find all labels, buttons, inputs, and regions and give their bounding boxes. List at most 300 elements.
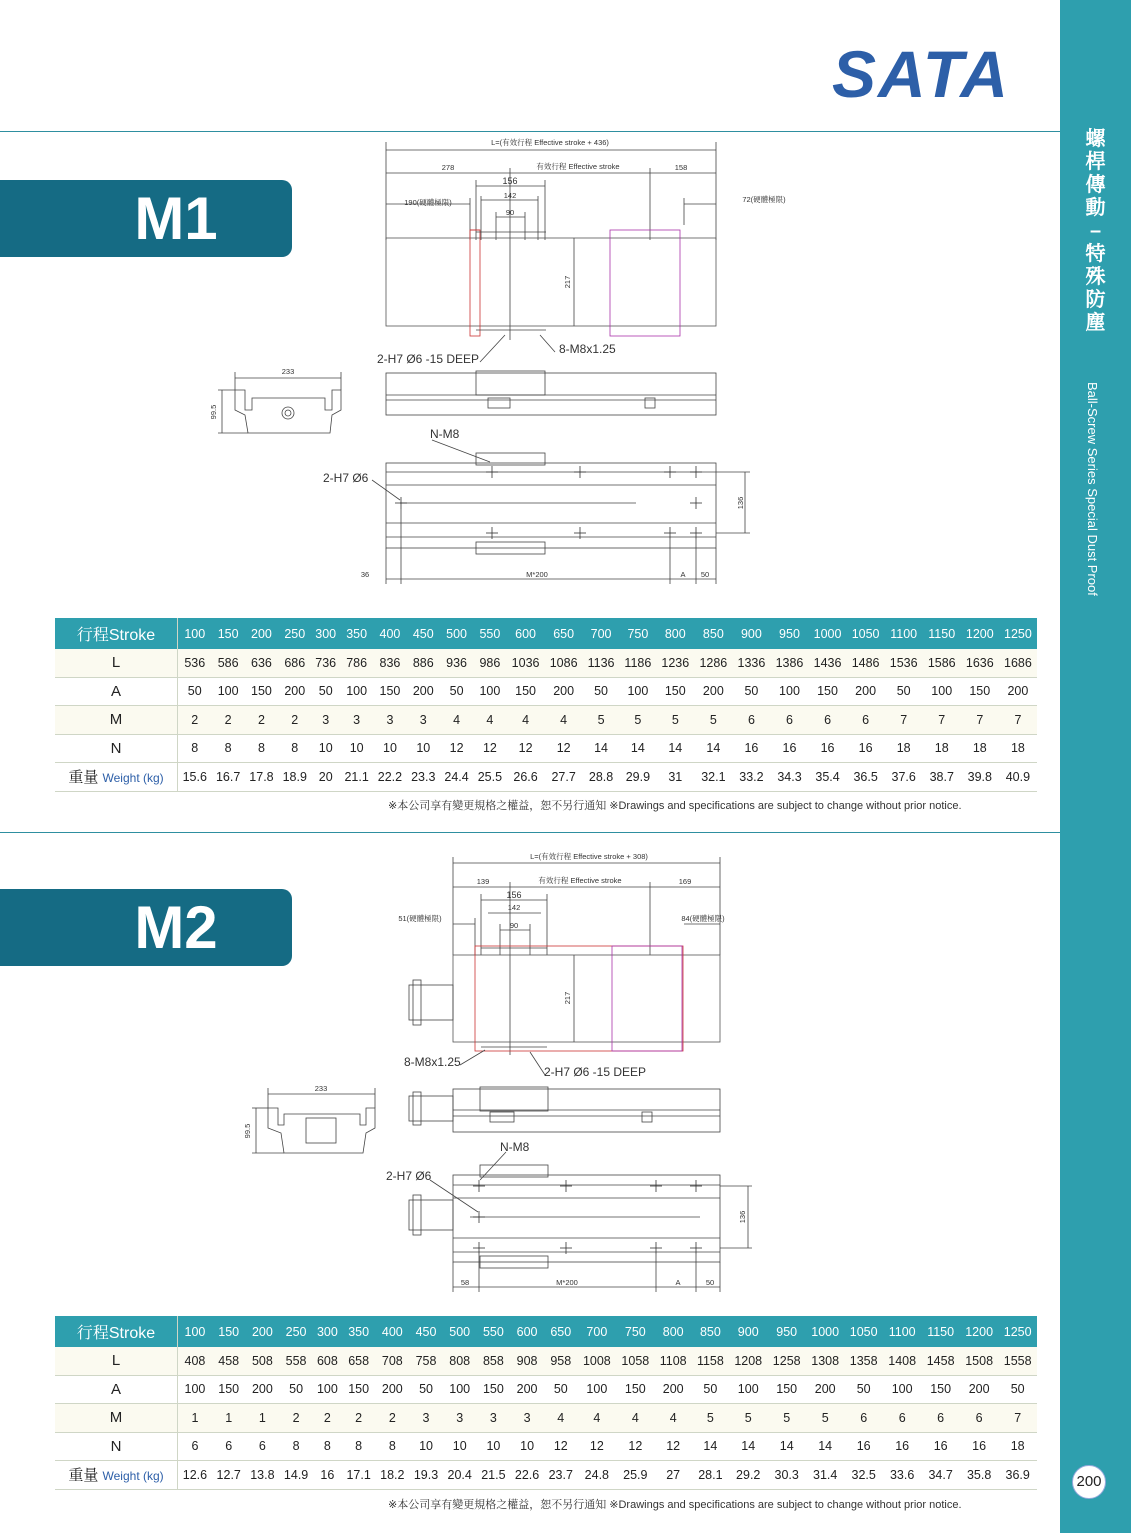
spec-cell: 200 — [246, 1375, 280, 1404]
spec-cell: 10 — [340, 734, 373, 763]
spec-cell: 200 — [847, 677, 885, 706]
spec-cell: 200 — [375, 1375, 409, 1404]
spec-cell: 6 — [809, 706, 847, 735]
spec-cell: 100 — [473, 677, 506, 706]
weight-cell: 26.6 — [507, 763, 545, 792]
weight-cell: 29.2 — [729, 1461, 767, 1490]
spec-cell: 1286 — [694, 649, 732, 677]
spec-cell: 10 — [510, 1432, 544, 1461]
spec-cell: 100 — [178, 1375, 212, 1404]
stroke-value: 1100 — [883, 1316, 921, 1347]
stroke-value: 450 — [409, 1316, 443, 1347]
stroke-value: 350 — [342, 1316, 376, 1347]
spec-cell: 608 — [313, 1347, 342, 1375]
dim-a: A — [675, 1278, 681, 1287]
weight-cell: 38.7 — [923, 763, 961, 792]
spec-row — [55, 1375, 1037, 1404]
row-label: M — [55, 1404, 178, 1433]
spec-cell: 150 — [616, 1375, 654, 1404]
spec-cell: 100 — [883, 1375, 921, 1404]
spec-cell: 50 — [732, 677, 770, 706]
label-pin-deep: 2-H7 Ø6 -15 DEEP — [544, 1065, 647, 1079]
stroke-value: 500 — [440, 618, 473, 649]
spec-cell: 1 — [178, 1404, 212, 1433]
weight-cell: 16 — [313, 1461, 342, 1490]
weight-cell: 34.3 — [770, 763, 808, 792]
sidebar-title-zh: 螺 桿 傳 動 – 特 殊 防 塵 — [1085, 128, 1106, 334]
spec-cell: 50 — [409, 1375, 443, 1404]
spec-cell: 50 — [311, 677, 340, 706]
dim-offset-right: 50 — [700, 570, 710, 579]
weight-cell: 12.7 — [212, 1461, 246, 1490]
spec-cell: 200 — [960, 1375, 998, 1404]
row-label: A — [55, 677, 178, 706]
weight-cell: 32.5 — [844, 1461, 882, 1490]
spec-cell: 1636 — [961, 649, 999, 677]
spec-cell: 6 — [246, 1432, 280, 1461]
weight-cell: 23.3 — [407, 763, 440, 792]
dim-left: 139 — [476, 877, 490, 886]
weight-cell: 36.9 — [998, 1461, 1037, 1490]
spec-cell: 10 — [311, 734, 340, 763]
spec-cell: 16 — [960, 1432, 998, 1461]
spec-row — [55, 1404, 1037, 1433]
spec-cell: 536 — [178, 649, 212, 677]
spec-cell: 50 — [998, 1375, 1037, 1404]
weight-cell: 35.8 — [960, 1461, 998, 1490]
spec-cell: 100 — [340, 677, 373, 706]
stroke-value: 300 — [313, 1316, 342, 1347]
spec-cell: 1508 — [960, 1347, 998, 1375]
stroke-value: 350 — [340, 618, 373, 649]
weight-cell: 25.5 — [473, 763, 506, 792]
label-pin: 2-H7 Ø6 — [323, 471, 369, 485]
spec-cell: 7 — [923, 706, 961, 735]
stroke-value: 200 — [246, 1316, 280, 1347]
spec-cell: 4 — [507, 706, 545, 735]
stroke-value: 650 — [545, 618, 583, 649]
spec-cell: 18 — [999, 734, 1037, 763]
spec-cell: 16 — [883, 1432, 921, 1461]
dim-height: 217 — [563, 275, 572, 289]
spec-cell: 150 — [809, 677, 847, 706]
spec-cell: 6 — [921, 1404, 959, 1433]
dim-offset-left: 58 — [460, 1278, 470, 1287]
spec-cell: 5 — [619, 706, 656, 735]
spec-cell: 100 — [313, 1375, 342, 1404]
weight-cell: 19.3 — [409, 1461, 443, 1490]
spec-cell: 4 — [578, 1404, 616, 1433]
weight-cell: 13.8 — [246, 1461, 280, 1490]
spec-cell: 200 — [999, 677, 1037, 706]
spec-cell: 200 — [407, 677, 440, 706]
model-title-m2: M2 — [0, 889, 292, 966]
spec-cell: 6 — [732, 706, 770, 735]
stroke-value: 1000 — [806, 1316, 844, 1347]
spec-cell: 858 — [477, 1347, 511, 1375]
spec-cell: 12 — [507, 734, 545, 763]
row-label: M — [55, 706, 178, 735]
spec-cell: 4 — [545, 706, 583, 735]
spec-cell: 5 — [583, 706, 620, 735]
spec-cell: 14 — [619, 734, 656, 763]
weight-cell: 36.5 — [847, 763, 885, 792]
weight-cell: 31.4 — [806, 1461, 844, 1490]
spec-cell: 1158 — [692, 1347, 729, 1375]
dim-hard-left: 51(硬體極限) — [398, 914, 442, 923]
stroke-value: 1050 — [844, 1316, 882, 1347]
dim-142: 142 — [507, 903, 521, 912]
spec-cell: 1258 — [767, 1347, 805, 1375]
spec-cell: 50 — [583, 677, 620, 706]
spec-cell: 100 — [619, 677, 656, 706]
stroke-value: 900 — [729, 1316, 767, 1347]
spec-cell: 1386 — [770, 649, 808, 677]
label-n-m8: N-M8 — [500, 1140, 530, 1154]
stroke-value: 1150 — [923, 618, 961, 649]
weight-cell: 16.7 — [212, 763, 245, 792]
spec-cell: 18 — [923, 734, 961, 763]
spec-cell: 16 — [921, 1432, 959, 1461]
stroke-value: 800 — [656, 618, 694, 649]
spec-cell: 4 — [544, 1404, 578, 1433]
dim-end-height: 99.5 — [243, 1123, 252, 1139]
weight-cell: 17.8 — [245, 763, 278, 792]
spec-cell: 2 — [375, 1404, 409, 1433]
spec-cell: 7 — [998, 1404, 1037, 1433]
weight-cell: 22.2 — [373, 763, 406, 792]
spec-cell: 2 — [212, 706, 245, 735]
spec-cell: 6 — [847, 706, 885, 735]
stroke-value: 750 — [619, 618, 656, 649]
spec-cell: 8 — [375, 1432, 409, 1461]
row-label: N — [55, 734, 178, 763]
stroke-value: 150 — [212, 1316, 246, 1347]
spec-cell: 12 — [440, 734, 473, 763]
spec-table-m1 — [55, 618, 1037, 792]
brand-logo: SATA — [832, 37, 1010, 111]
stroke-value: 100 — [178, 1316, 212, 1347]
spec-cell: 200 — [694, 677, 732, 706]
spec-cell: 5 — [767, 1404, 805, 1433]
spec-cell: 18 — [885, 734, 923, 763]
spec-cell: 150 — [245, 677, 278, 706]
row-label: L — [55, 1347, 178, 1375]
spec-cell: 1058 — [616, 1347, 654, 1375]
spec-cell: 50 — [178, 677, 212, 706]
spec-cell: 2 — [342, 1404, 376, 1433]
spec-cell: 100 — [578, 1375, 616, 1404]
spec-cell: 16 — [847, 734, 885, 763]
stroke-value: 550 — [477, 1316, 511, 1347]
stroke-value: 750 — [616, 1316, 654, 1347]
spec-cell: 5 — [694, 706, 732, 735]
stroke-value: 1200 — [961, 618, 999, 649]
spec-cell: 886 — [407, 649, 440, 677]
stroke-value: 700 — [578, 1316, 616, 1347]
spec-cell: 2 — [178, 706, 212, 735]
dim-90: 90 — [509, 921, 519, 930]
weight-cell: 30.3 — [767, 1461, 805, 1490]
spec-cell: 10 — [443, 1432, 477, 1461]
spec-cell: 50 — [279, 1375, 313, 1404]
dim-offset-left: 36 — [360, 570, 370, 579]
spec-cell: 1536 — [885, 649, 923, 677]
weight-cell: 23.7 — [544, 1461, 578, 1490]
sidebar — [1060, 0, 1131, 1533]
spec-cell: 10 — [409, 1432, 443, 1461]
stroke-value: 250 — [279, 1316, 313, 1347]
stroke-value: 950 — [767, 1316, 805, 1347]
spec-cell: 10 — [373, 734, 406, 763]
label-pin-deep: 2-H7 Ø6 -15 DEEP — [377, 352, 480, 366]
spec-row — [55, 1432, 1037, 1461]
spec-cell: 4 — [440, 706, 473, 735]
spec-cell: 16 — [844, 1432, 882, 1461]
spec-cell: 6 — [960, 1404, 998, 1433]
spec-cell: 3 — [407, 706, 440, 735]
spec-cell: 2 — [245, 706, 278, 735]
weight-row — [55, 1461, 1037, 1490]
spec-cell: 8 — [313, 1432, 342, 1461]
dim-stroke: 有效行程 Effective stroke — [536, 162, 620, 171]
spec-cell: 16 — [732, 734, 770, 763]
spec-cell: 8 — [342, 1432, 376, 1461]
spec-cell: 5 — [656, 706, 694, 735]
dim-156: 156 — [502, 176, 518, 186]
spec-cell: 150 — [212, 1375, 246, 1404]
spec-cell: 150 — [477, 1375, 511, 1404]
spec-cell: 1 — [212, 1404, 246, 1433]
spec-cell: 12 — [655, 1432, 692, 1461]
spec-cell: 3 — [477, 1404, 511, 1433]
weight-cell: 17.1 — [342, 1461, 376, 1490]
spec-cell: 150 — [507, 677, 545, 706]
spec-cell: 100 — [923, 677, 961, 706]
weight-label: 重量 Weight (kg) — [55, 1461, 178, 1490]
weight-cell: 27.7 — [545, 763, 583, 792]
spec-cell: 16 — [770, 734, 808, 763]
spec-cell: 3 — [510, 1404, 544, 1433]
spec-cell: 200 — [655, 1375, 692, 1404]
stroke-value: 100 — [178, 618, 212, 649]
weight-cell: 24.8 — [578, 1461, 616, 1490]
spec-cell: 14 — [729, 1432, 767, 1461]
spec-cell: 1086 — [545, 649, 583, 677]
spec-cell: 1336 — [732, 649, 770, 677]
spec-cell: 736 — [311, 649, 340, 677]
stroke-value: 650 — [544, 1316, 578, 1347]
spec-cell: 758 — [409, 1347, 443, 1375]
spec-cell: 958 — [544, 1347, 578, 1375]
spec-cell: 6 — [883, 1404, 921, 1433]
label-n-m8: N-M8 — [430, 427, 460, 441]
spec-cell: 12 — [545, 734, 583, 763]
dim-width: 233 — [281, 367, 295, 376]
spec-cell: 200 — [278, 677, 311, 706]
weight-cell: 20.4 — [443, 1461, 477, 1490]
spec-cell: 8 — [279, 1432, 313, 1461]
spec-cell: 14 — [583, 734, 620, 763]
weight-cell: 33.2 — [732, 763, 770, 792]
spec-cell: 50 — [440, 677, 473, 706]
model-title-m1: M1 — [0, 180, 292, 257]
stroke-value: 300 — [311, 618, 340, 649]
dim-left: 278 — [441, 163, 455, 172]
spec-cell: 6 — [212, 1432, 246, 1461]
spec-row — [55, 649, 1037, 677]
spec-cell: 1136 — [583, 649, 620, 677]
spec-cell: 6 — [178, 1432, 212, 1461]
dim-base-width: 136 — [736, 496, 745, 510]
stroke-value: 500 — [443, 1316, 477, 1347]
dim-pitch: M*200 — [556, 1278, 578, 1287]
weight-cell: 33.6 — [883, 1461, 921, 1490]
spec-row — [55, 1347, 1037, 1375]
dim-90: 90 — [505, 208, 515, 217]
weight-cell: 39.8 — [961, 763, 999, 792]
spec-cell: 18 — [961, 734, 999, 763]
stroke-value: 1250 — [999, 618, 1037, 649]
drawing-m2-labels — [243, 851, 747, 1287]
spec-cell: 558 — [279, 1347, 313, 1375]
stroke-value: 1250 — [998, 1316, 1037, 1347]
stroke-row — [55, 1316, 1037, 1347]
spec-cell: 1008 — [578, 1347, 616, 1375]
stroke-value: 200 — [245, 618, 278, 649]
spec-cell: 16 — [809, 734, 847, 763]
stroke-value: 900 — [732, 618, 770, 649]
dim-height: 217 — [563, 991, 572, 1005]
stroke-value: 1000 — [809, 618, 847, 649]
spec-cell: 50 — [844, 1375, 882, 1404]
stroke-value: 250 — [278, 618, 311, 649]
sidebar-title-en: Ball-Screw Series Special Dust Proof — [1085, 382, 1100, 596]
dim-right: 169 — [678, 877, 692, 886]
spec-cell: 5 — [692, 1404, 729, 1433]
weight-cell: 24.4 — [440, 763, 473, 792]
spec-cell: 12 — [544, 1432, 578, 1461]
dim-stroke: 有效行程 Effective stroke — [538, 876, 622, 885]
spec-cell: 14 — [694, 734, 732, 763]
spec-cell: 150 — [921, 1375, 959, 1404]
weight-label: 重量 Weight (kg) — [55, 763, 178, 792]
stroke-value: 150 — [212, 618, 245, 649]
spec-cell: 150 — [656, 677, 694, 706]
stroke-value: 1200 — [960, 1316, 998, 1347]
dim-pitch: M*200 — [526, 570, 548, 579]
spec-cell: 1186 — [619, 649, 656, 677]
spec-cell: 18 — [998, 1432, 1037, 1461]
dim-hard-left: 190(硬體極限) — [404, 198, 452, 207]
dim-hard-right: 84(硬體極限) — [681, 914, 725, 923]
weight-cell: 27 — [655, 1461, 692, 1490]
spec-cell: 100 — [443, 1375, 477, 1404]
spec-cell: 8 — [178, 734, 212, 763]
weight-cell: 15.6 — [178, 763, 212, 792]
spec-cell: 458 — [212, 1347, 246, 1375]
row-label: A — [55, 1375, 178, 1404]
spec-cell: 1108 — [655, 1347, 692, 1375]
spec-cell: 14 — [806, 1432, 844, 1461]
spec-cell: 1458 — [921, 1347, 959, 1375]
spec-cell: 1408 — [883, 1347, 921, 1375]
spec-cell: 586 — [212, 649, 245, 677]
weight-cell: 20 — [311, 763, 340, 792]
spec-cell: 2 — [313, 1404, 342, 1433]
spec-cell: 200 — [806, 1375, 844, 1404]
spec-cell: 5 — [729, 1404, 767, 1433]
dim-156: 156 — [506, 890, 522, 900]
spec-cell: 708 — [375, 1347, 409, 1375]
weight-cell: 40.9 — [999, 763, 1037, 792]
stroke-value: 1050 — [847, 618, 885, 649]
stroke-value: 550 — [473, 618, 506, 649]
spec-cell: 7 — [961, 706, 999, 735]
disclaimer-note: ※本公司享有變更規格之權益，恕不另行通知 ※Drawings and specifications are subject to change without prior notice. — [388, 1499, 962, 1511]
spec-cell: 836 — [373, 649, 406, 677]
dim-overall: L=(有效行程 Effective stroke + 308) — [530, 852, 648, 861]
spec-cell: 1586 — [923, 649, 961, 677]
spec-cell: 12 — [473, 734, 506, 763]
spec-cell: 8 — [212, 734, 245, 763]
weight-cell: 31 — [656, 763, 694, 792]
spec-cell: 10 — [477, 1432, 511, 1461]
stroke-value: 600 — [507, 618, 545, 649]
spec-cell: 8 — [245, 734, 278, 763]
spec-cell: 1036 — [507, 649, 545, 677]
drawing-m2 — [252, 857, 752, 1292]
row-label: N — [55, 1432, 178, 1461]
spec-cell: 3 — [340, 706, 373, 735]
spec-cell: 150 — [342, 1375, 376, 1404]
stroke-value: 950 — [770, 618, 808, 649]
spec-cell: 686 — [278, 649, 311, 677]
stroke-value: 850 — [694, 618, 732, 649]
weight-cell: 12.6 — [178, 1461, 212, 1490]
spec-cell: 100 — [770, 677, 808, 706]
stroke-value: 1150 — [921, 1316, 959, 1347]
spec-cell: 1436 — [809, 649, 847, 677]
spec-row — [55, 677, 1037, 706]
spec-cell: 150 — [767, 1375, 805, 1404]
spec-cell: 12 — [578, 1432, 616, 1461]
spec-cell: 1486 — [847, 649, 885, 677]
stroke-label: 行程Stroke — [55, 618, 178, 649]
dim-right: 158 — [674, 163, 688, 172]
spec-cell: 2 — [278, 706, 311, 735]
spec-cell: 3 — [409, 1404, 443, 1433]
spec-cell: 1236 — [656, 649, 694, 677]
dim-base-width: 136 — [738, 1210, 747, 1224]
spec-cell: 50 — [885, 677, 923, 706]
stroke-value: 600 — [510, 1316, 544, 1347]
spec-cell: 12 — [616, 1432, 654, 1461]
spec-cell: 7 — [885, 706, 923, 735]
dim-overall: L=(有效行程 Effective stroke + 436) — [491, 138, 609, 147]
spec-cell: 1558 — [998, 1347, 1037, 1375]
stroke-label: 行程Stroke — [55, 1316, 178, 1347]
dim-width: 233 — [314, 1084, 328, 1093]
stroke-value: 700 — [583, 618, 620, 649]
spec-cell: 1358 — [844, 1347, 882, 1375]
weight-cell: 21.1 — [340, 763, 373, 792]
spec-cell: 14 — [692, 1432, 729, 1461]
spec-cell: 6 — [770, 706, 808, 735]
label-pin: 2-H7 Ø6 — [386, 1169, 432, 1183]
weight-cell: 28.1 — [692, 1461, 729, 1490]
spec-cell: 4 — [616, 1404, 654, 1433]
